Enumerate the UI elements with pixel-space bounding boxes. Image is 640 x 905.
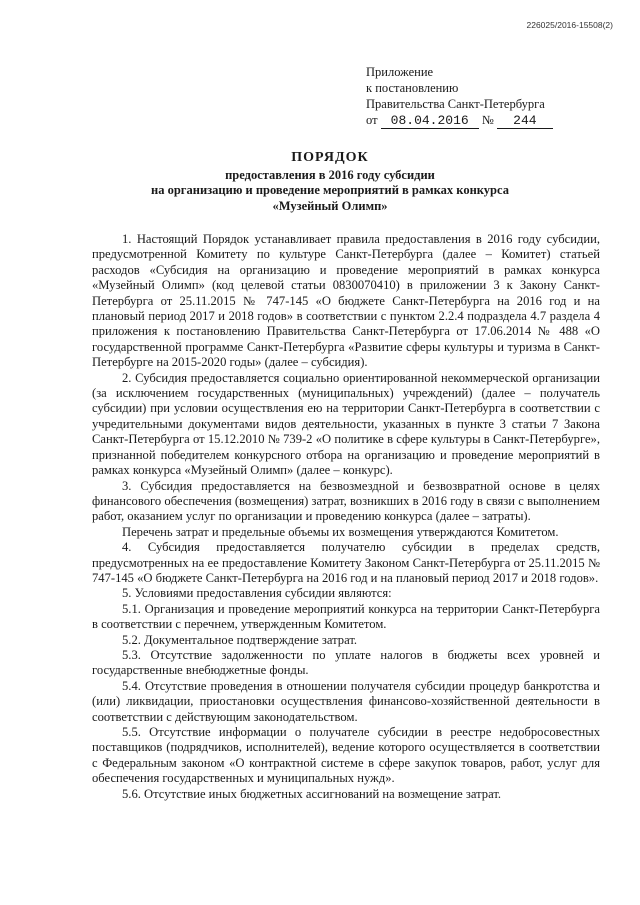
paragraph-5-1: 5.1. Организация и проведение мероприятий конкурса на территории Санкт-Петербурга в соответствии с перечнем, утвержденным Комитетом. <box>92 601 600 632</box>
number-prefix: № <box>481 113 494 127</box>
paragraph-1: 1. Настоящий Порядок устанавливает правила предоставления в 2016 году субсидии, предусмотренной Комитету по культуре Санкт-Петербурга (далее – Комитет) статьей расходов «Субсидия на организацию и проведение мероприятий в рамках конкурса «Музейный Олимп» (код целевой статьи 0830070410) в приложении 3 к Закону Санкт-Петербурга от 25.11.2015 № 747-145 «О бюджете Санкт-Петербурга на 2016 год и на плановый период 2017 и 2018 годов» в соответствии с пунктом 2.2.4 подраздела 4.7 раздела 4 приложения к постановлению Правительства Санкт-Петербурга от 17.06.2014 № 488 «О государственной программе Санкт-Петербурга «Развитие сферы культуры и туризма в Санкт-Петербурге на 2015-2020 годы» (далее – субсидия). <box>92 232 600 370</box>
appendix-line-1: Приложение <box>366 65 434 79</box>
document-body <box>92 232 600 802</box>
title-line-1: предоставления в 2016 году субсидии <box>225 167 435 182</box>
paragraph-5-3: 5.3. Отсутствие задолженности по уплате налогов в бюджеты всех уровней и государственные внебюджетные фонды. <box>92 647 600 678</box>
title-main: ПОРЯДОК <box>291 150 369 165</box>
paragraph-4: 4. Субсидия предоставляется получателю субсидии в пределах средств, предусмотренных на ее предоставление Комитету Законом Санкт-Петербурга от 25.11.2015 № 747-145 «О бюджете Санкт-Петербурга на 2016 год и на плановый период 2017 и 2018 годов». <box>92 540 600 585</box>
paragraph-3-note: Перечень затрат и предельные объемы их возмещения утверждаются Комитетом. <box>122 524 559 539</box>
paragraph-5-5: 5.5. Отсутствие информации о получателе субсидии в реестре недобросовестных поставщиков (подрядчиков, исполнителей), ведение которого осуществляется в соответствии с Федеральным законом «О контрактной системе в сфере закупок товаров, работ, услуг для обеспечения государственных и муниципальных нужд». <box>92 725 600 786</box>
paragraph-5-6: 5.6. Отсутствие иных бюджетных ассигнований на возмещение затрат. <box>122 786 502 801</box>
title-line-3: «Музейный Олимп» <box>272 198 388 213</box>
paragraph-5: 5. Условиями предоставления субсидии являются: <box>122 586 392 601</box>
document-title <box>60 150 600 214</box>
appendix-line-2: к постановлению <box>366 81 459 95</box>
appendix-block <box>366 64 553 129</box>
title-line-2: на организацию и проведение мероприятий в рамках конкурса <box>151 183 509 197</box>
paragraph-5-2: 5.2. Документальное подтверждение затрат. <box>122 632 358 647</box>
decree-date: 08.04.2016 <box>381 114 479 129</box>
appendix-line-3: Правительства Санкт-Петербурга <box>366 97 545 111</box>
document-code: 226025/2016-15508(2) <box>526 20 613 30</box>
appendix-date-row <box>366 112 553 129</box>
decree-number: 244 <box>497 114 553 129</box>
date-prefix: от <box>366 113 378 127</box>
paragraph-5-4: 5.4. Отсутствие проведения в отношении получателя субсидии процедур банкротства и (или) ликвидации, приостановки осуществления финансово-хозяйственной деятельности в соответствии с действующим законодательством. <box>92 678 600 724</box>
paragraph-2: 2. Субсидия предоставляется социально ориентированной некоммерческой организации (за исключением государственных (муниципальных) учреждений) (далее – получатель субсидии) при условии осуществления ею на территории Санкт-Петербурга в соответствии с учредительными документами видов деятельности, указанных в пункте 3 статьи 7 Закона Санкт-Петербурга от 15.12.2010 № 739-2 «О политике в сфере культуры в Санкт-Петербурге», признанной победителем конкурсного отбора на организацию и проведение мероприятий в рамках конкурса «Музейный Олимп» (далее – конкурс). <box>92 370 600 478</box>
paragraph-3: 3. Субсидия предоставляется на безвозмездной и безвозвратной основе в целях финансового обеспечения (возмещения) затрат, возникших в 2016 году в связи с выполнением работ, оказанием услуг по организации и проведению конкурса (далее – затраты). <box>92 478 600 524</box>
